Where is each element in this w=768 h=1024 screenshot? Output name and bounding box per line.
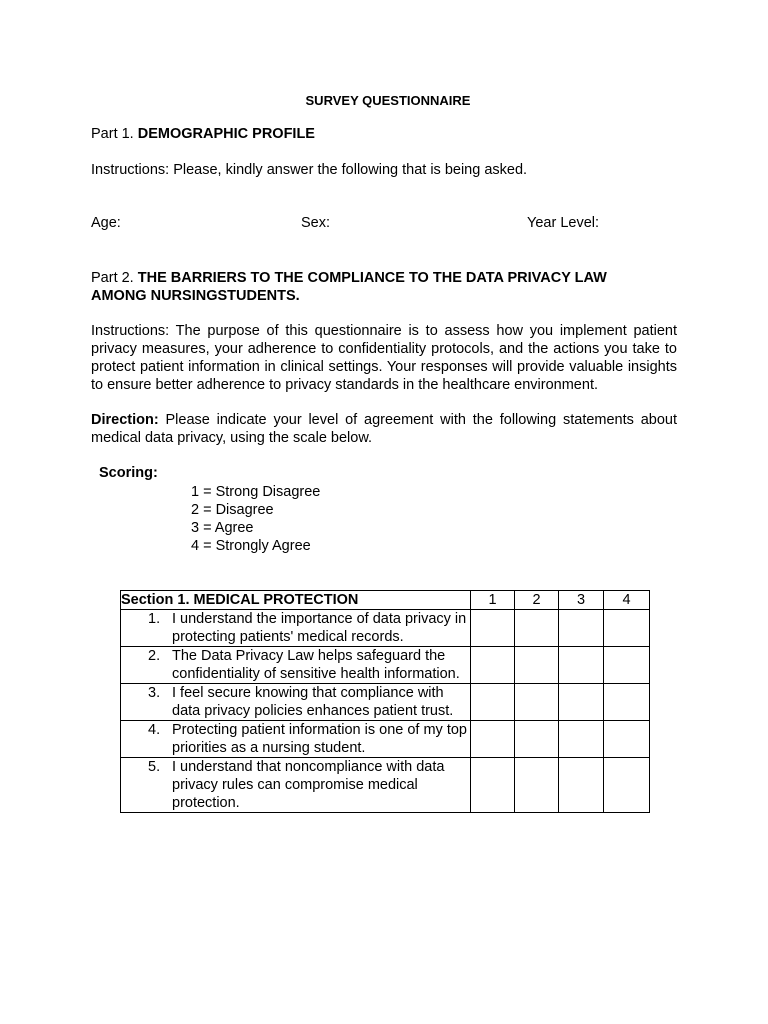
rating-cell-3[interactable] [559,684,604,721]
part1-instructions: Instructions: Please, kindly answer the following that is being asked. [91,162,528,178]
item-text: The Data Privacy Law helps safeguard the confidentiality of sensitive health information. [172,648,460,682]
rating-cell-3[interactable] [559,610,604,647]
item-text: Protecting patient information is one of my top priorities as a nursing student. [172,722,467,756]
statement-cell [121,721,471,758]
column-header-2: 2 [515,591,559,610]
part2-title-line2: AMONG NURSINGSTUDENTS. [91,288,300,304]
item-number: 1. [148,611,161,627]
section-title: Section 1. MEDICAL PROTECTION [121,591,471,610]
rating-cell-2[interactable] [515,610,559,647]
column-header-1: 1 [471,591,515,610]
rating-cell-1[interactable] [471,758,515,813]
scale-item-3: 3 = Agree [191,520,254,536]
statement-cell [121,684,471,721]
part2-title-line1: THE BARRIERS TO THE COMPLIANCE TO THE DATA PRIVACY LAW [137,270,607,286]
rating-cell-2[interactable] [515,758,559,813]
rating-cell-2[interactable] [515,647,559,684]
survey-table [120,590,650,813]
item-text: I understand that noncompliance with data privacy rules can compromise medical protection. [172,759,445,811]
table-row [121,684,650,721]
year-level-label: Year Level: [527,215,600,231]
table-row [121,758,650,813]
rating-cell-2[interactable] [515,721,559,758]
part1-heading [91,126,315,142]
sex-label: Sex: [301,215,331,231]
rating-cell-1[interactable] [471,721,515,758]
rating-cell-4[interactable] [604,647,650,684]
table-row [121,647,650,684]
part2-instructions: Instructions: The purpose of this questionnaire is to assess how you implement patient privacy measures, your adherence to confidentiality protocols, and the actions you take to protect patient information in clinical settings. Your responses will provide valuable insights to ensure better adherence to privacy standards in the healthcare environment. [91,323,677,393]
item-text: I feel secure knowing that compliance with data privacy policies enhances patient trust. [172,685,454,719]
rating-cell-1[interactable] [471,684,515,721]
rating-cell-2[interactable] [515,684,559,721]
scoring-label: Scoring: [99,465,158,481]
direction-label: Direction: [91,412,159,428]
scale-item-1: 1 = Strong Disagree [191,484,321,500]
part1-prefix: Part 1. [91,126,134,142]
statement-cell [121,610,471,647]
item-number: 4. [148,722,161,738]
direction [91,411,677,447]
rating-cell-1[interactable] [471,647,515,684]
rating-cell-4[interactable] [604,758,650,813]
rating-cell-4[interactable] [604,610,650,647]
item-text: I understand the importance of data privacy in protecting patients' medical records. [172,611,467,645]
part2-prefix: Part 2. [91,270,134,286]
scale-item-4: 4 = Strongly Agree [191,538,311,554]
item-number: 5. [148,759,161,775]
column-header-3: 3 [559,591,604,610]
rating-cell-1[interactable] [471,610,515,647]
rating-cell-3[interactable] [559,647,604,684]
table-row [121,721,650,758]
table-header-row [121,591,650,610]
age-label: Age: [91,215,121,231]
statement-cell [121,647,471,684]
rating-cell-4[interactable] [604,721,650,758]
rating-cell-4[interactable] [604,684,650,721]
scale-item-2: 2 = Disagree [191,502,274,518]
column-header-4: 4 [604,591,650,610]
table-row [121,610,650,647]
part2-heading [91,269,607,305]
part1-title: DEMOGRAPHIC PROFILE [137,126,315,142]
item-number: 3. [148,685,161,701]
direction-text: Please indicate your level of agreement with the following statements about medical data privacy, using the scale below. [91,412,677,446]
rating-cell-3[interactable] [559,758,604,813]
document-title: SURVEY QUESTIONNAIRE [305,93,471,108]
rating-cell-3[interactable] [559,721,604,758]
item-number: 2. [148,648,161,664]
statement-cell [121,758,471,813]
